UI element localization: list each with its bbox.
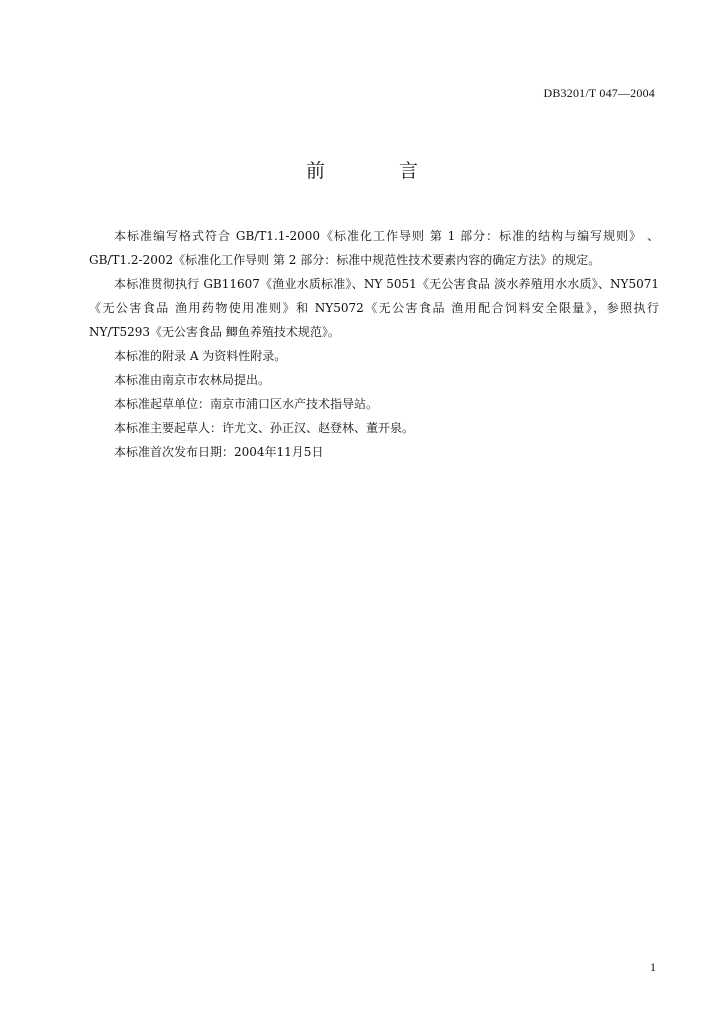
paragraph-drafters: 本标准主要起草人：许尤文、孙正汉、赵登林、董开泉。 — [114, 421, 415, 435]
paragraph-format-line-2: GB/T1.2-2002《标准化工作导则 第 2 部分：标准中规范性技术要素内容的确定方法》的规定。 — [89, 253, 601, 267]
paragraph-standards-line-1 — [89, 272, 659, 296]
page-number: 1 — [650, 960, 656, 974]
paragraph-appendix: 本标准的附录 A 为资料性附录。 — [114, 349, 287, 363]
paragraph-release-date: 本标准首次发布日期：2004年11月5日 — [114, 445, 324, 459]
paragraph-standards-line-3: NY/T5293《无公害食品 鲫鱼养殖技术规范》。 — [89, 325, 340, 339]
paragraph-proposer: 本标准由南京市农林局提出。 — [114, 373, 271, 387]
page-title: 前 言 — [305, 160, 453, 182]
paragraph-drafting-unit: 本标准起草单位：南京市浦口区水产技术指导站。 — [114, 397, 379, 411]
paragraph-standards-line-2 — [89, 296, 659, 320]
paragraph-format-line-1 — [89, 224, 659, 248]
paragraph-format-text-1: 本标准编写格式符合 GB/T1.1-2000《标准化工作导则 第 1 部分：标准的结构与编写规则》 、 — [114, 229, 659, 243]
paragraph-standards-text-1: 本标准贯彻执行 GB11607《渔业水质标准》、NY 5051《无公害食品 淡水养殖用水水质》、NY5071 — [114, 277, 659, 291]
document-code: DB3201/T 047—2004 — [543, 86, 655, 100]
paragraph-standards-text-2: 《无公害食品 渔用药物使用准则》和 NY5072《无公害食品 渔用配合饲料安全限量》，参照执行 — [89, 301, 659, 315]
foreword-body — [89, 224, 659, 464]
